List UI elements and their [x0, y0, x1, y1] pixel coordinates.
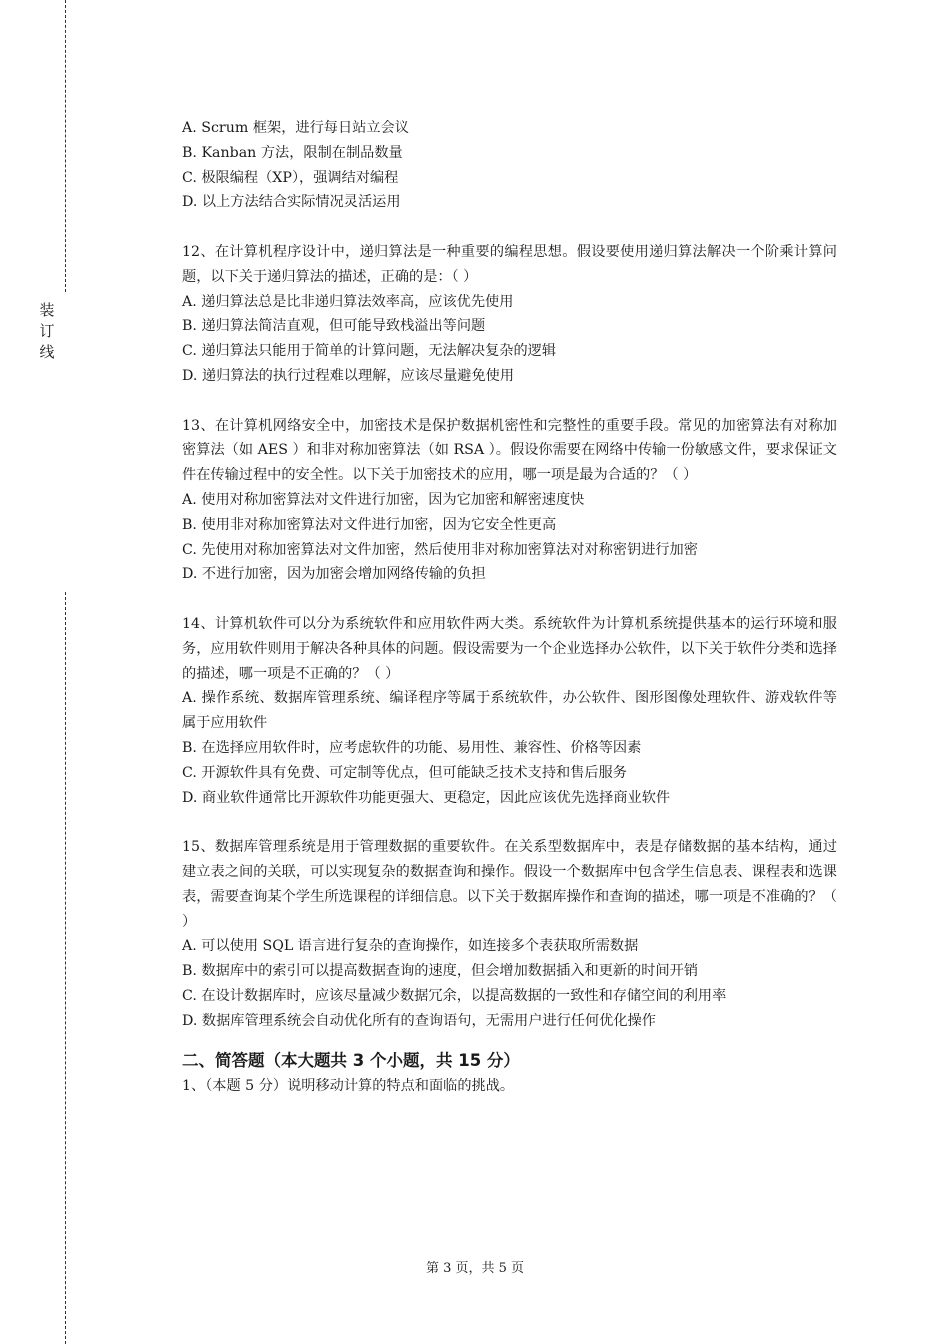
question-11-options [182, 116, 837, 215]
question-text: 13、在计算机网络安全中，加密技术是保护数据机密性和完整性的重要手段。常见的加密算法有对称加密算法（如 AES ）和非对称加密算法（如 RSA ）。假设你需要在网络中传输一份敏感文件，要求保证文件在传输过程中的安全性。以下关于加密技术的应用，哪一项是最为合适的？（ ） [182, 417, 837, 484]
option-b: B. 使用非对称加密算法对文件进行加密，因为它安全性更高 [182, 516, 557, 533]
section-heading: 二、简答题（本大题共 3 个小题，共 15 分） [182, 1051, 520, 1071]
short-answer-question-1: 1、（本题 5 分）说明移动计算的特点和面临的挑战。 [182, 1078, 515, 1095]
option-b: B. 递归算法简洁直观，但可能导致栈溢出等问题 [182, 318, 486, 335]
binding-dashed-line-top [65, 0, 66, 292]
option-d: D. 商业软件通常比开源软件功能更强大、更稳定，因此应该优先选择商业软件 [182, 789, 671, 806]
question-13 [182, 414, 837, 588]
option-c: C. 开源软件具有免费、可定制等优点，但可能缺乏技术支持和售后服务 [182, 764, 627, 781]
option-d: D. 数据库管理系统会自动优化所有的查询语句，无需用户进行任何优化操作 [182, 1012, 656, 1029]
option-a: A. 使用对称加密算法对文件进行加密，因为它加密和解密速度快 [182, 491, 585, 508]
option-a: A. 可以使用 SQL 语言进行复杂的查询操作，如连接多个表获取所需数据 [182, 938, 639, 955]
option-d: D. 以上方法结合实际情况灵活运用 [182, 194, 401, 211]
option-c: C. 极限编程（XP），强调结对编程 [182, 169, 399, 186]
option-b: B. 数据库中的索引可以提高数据查询的速度，但会增加数据插入和更新的时间开销 [182, 963, 699, 980]
option-d: D. 不进行加密，因为加密会增加网络传输的负担 [182, 566, 486, 583]
binding-line-label [38, 300, 56, 363]
option-c: C. 在设计数据库时，应该尽量减少数据冗余，以提高数据的一致性和存储空间的利用率 [182, 987, 727, 1004]
option-c: C. 先使用对称加密算法对文件加密，然后使用非对称加密算法对对称密钥进行加密 [182, 541, 698, 558]
question-14 [182, 612, 837, 810]
option-d: D. 递归算法的执行过程难以理解，应该尽量避免使用 [182, 367, 515, 384]
binding-char: 订 [39, 322, 55, 340]
binding-char: 装 [39, 301, 55, 319]
option-a: A. 递归算法总是比非递归算法效率高，应该优先使用 [182, 293, 514, 310]
option-a: A. 操作系统、数据库管理系统、编译程序等属于系统软件，办公软件、图形图像处理软件、游戏软件等属于应用软件 [182, 690, 837, 732]
option-a: A. Scrum 框架，进行每日站立会议 [182, 120, 409, 136]
question-text: 15、数据库管理系统是用于管理数据的重要软件。在关系型数据库中，表是存储数据的基本结构，通过建立表之间的关联，可以实现复杂的数据查询和操作。假设一个数据库中包含学生信息表、课程表和选课表，需要查询某个学生所选课程的详细信息。以下关于数据库操作和查询的描述，哪一项是不准确的？（ ） [182, 839, 837, 930]
question-15 [182, 835, 837, 1033]
question-text: 14、计算机软件可以分为系统软件和应用软件两大类。系统软件为计算机系统提供基本的运行环境和服务，应用软件则用于解决各种具体的问题。假设需要为一个企业选择办公软件，以下关于软件分类和选择的描述，哪一项是不正确的？（ ） [182, 615, 837, 682]
binding-dashed-line-bottom [65, 592, 66, 1344]
question-12 [182, 240, 837, 389]
option-b: B. Kanban 方法，限制在制品数量 [182, 144, 403, 161]
option-b: B. 在选择应用软件时，应考虑软件的功能、易用性、兼容性、价格等因素 [182, 739, 642, 756]
question-text: 12、在计算机程序设计中，递归算法是一种重要的编程思想。假设要使用递归算法解决一个阶乘计算问题，以下关于递归算法的描述，正确的是：（ ） [182, 243, 837, 285]
page-number: 第 3 页，共 5 页 [425, 1261, 525, 1276]
exam-content [182, 116, 837, 1099]
option-c: C. 递归算法只能用于简单的计算问题，无法解决复杂的逻辑 [182, 343, 557, 360]
binding-char: 线 [39, 343, 55, 361]
